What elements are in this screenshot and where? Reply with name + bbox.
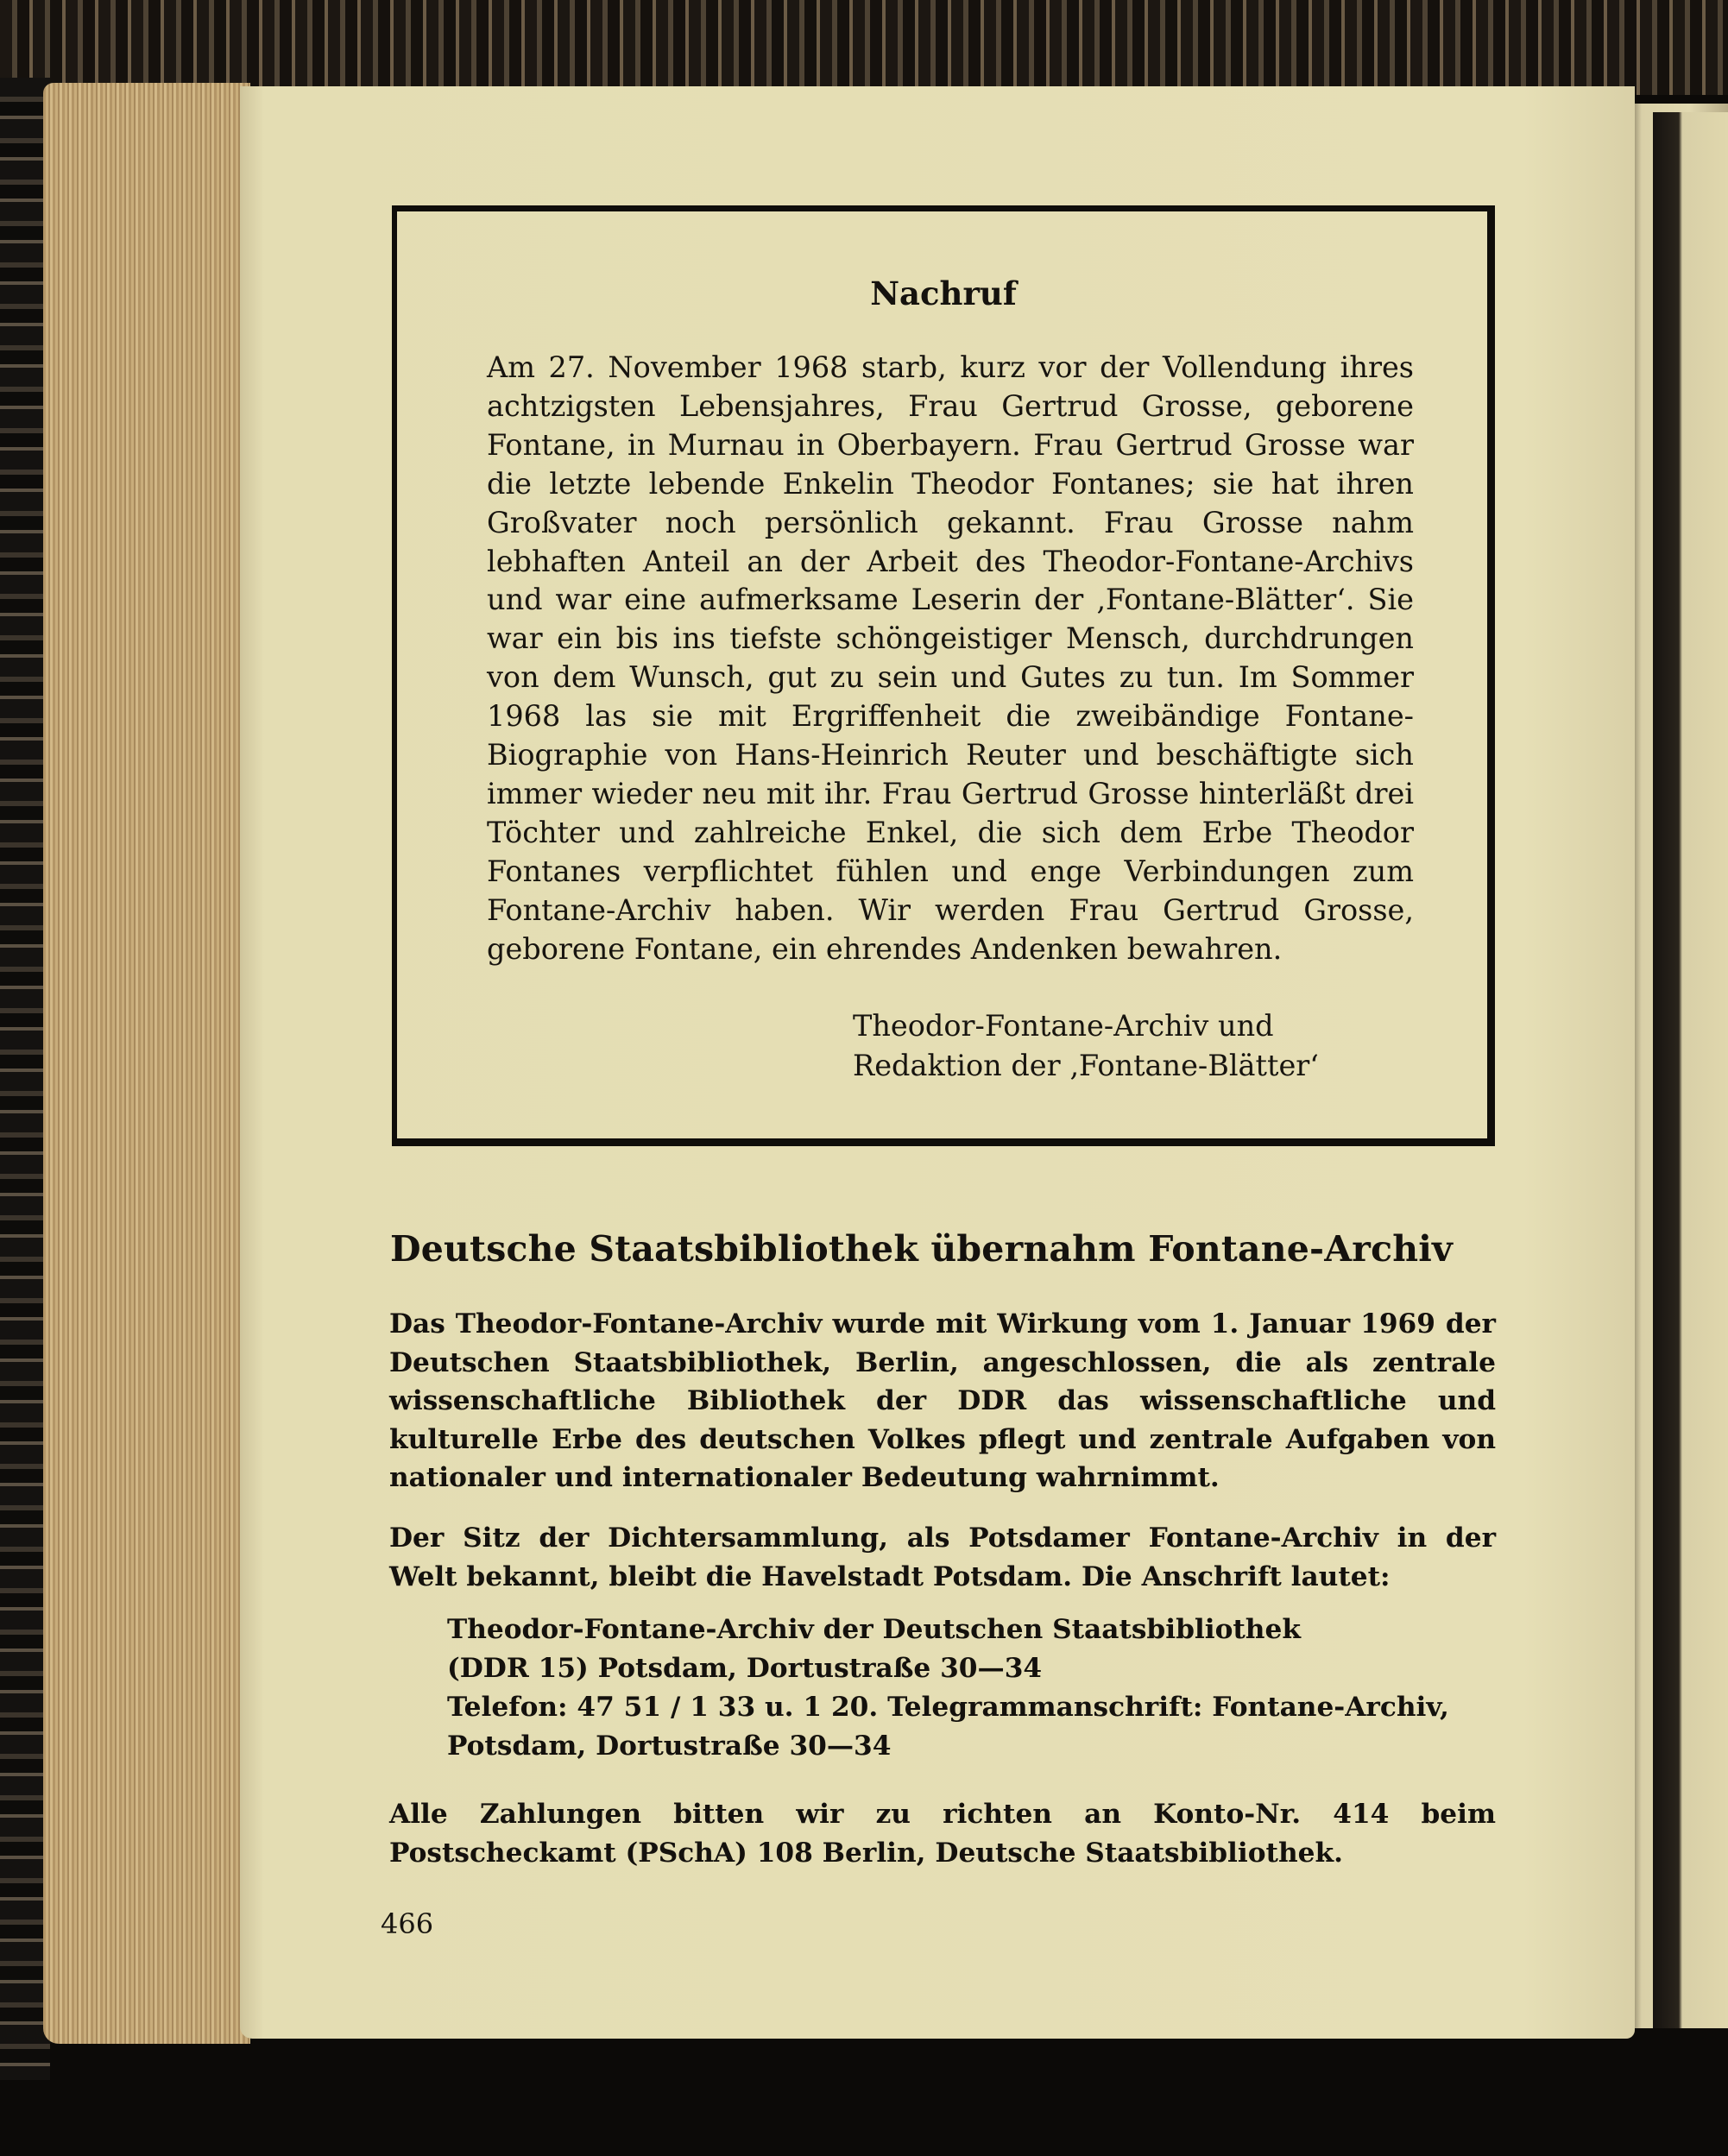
obituary-signature	[853, 1006, 1388, 1086]
signature-line-2: Redaktion der ‚Fontane-Blätter‘	[853, 1049, 1319, 1082]
facing-page-gutter	[1653, 112, 1728, 2028]
obituary-body: Am 27. November 1968 starb, kurz vor der Vollendung ihres achtzigsten Lebensjahres, Frau Gertrud Grosse, geborene Fontane, in Murnau in Oberbayern. Frau Gertrud Grosse war die letzte lebende Enkelin Theodor Fontanes; sie hat ihren Großvater noch persönlich gekannt. Frau Grosse nahm lebhaften Anteil an der Arbeit des Theodor-Fontane-Archivs und war eine aufmerksame Leserin der ‚Fontane-Blätter‘. Sie war ein bis ins tiefste schöngeistiger Mensch, durchdrungen von dem Wunsch, gut zu sein und Gutes zu tun. Im Sommer 1968 las sie mit Ergriffenheit die zweibändige Fontane-Biographie von Hans-Heinrich Reuter und beschäftigte sich immer wieder neu mit ihr. Frau Gertrud Grosse hinterläßt drei Töchter und zahlreiche Enkel, die sich dem Erbe Theodor Fontanes verpflichtet fühlen und enge Verbindungen zum Fontane-Archiv haben. Wir werden Frau Gertrud Grosse, geborene Fontane, ein ehrendes Andenken bewahren.	[487, 350, 1414, 966]
address-line-4: Potsdam, Dortustraße 30—34	[447, 1730, 892, 1762]
book-cover-top	[0, 0, 1728, 95]
article-paragraph-3: Alle Zahlungen bitten wir zu richten an Konto-Nr. 414 beim Postscheckamt (PSchA) 108 Berlin, Deutsche Staatsbibliothek.	[389, 1799, 1496, 1869]
address-line-1: Theodor-Fontane-Archiv der Deutschen Staatsbibliothek	[447, 1614, 1301, 1645]
article-paragraph-2: Der Sitz der Dichtersammlung, als Potsdamer Fontane-Archiv in der Welt bekannt, bleibt die Havelstadt Potsdam. Die Anschrift lautet:	[389, 1522, 1496, 1592]
obituary-title: Nachruf	[870, 274, 1017, 312]
page-number: 466	[381, 1907, 434, 1940]
article-paragraph-1: Das Theodor-Fontane-Archiv wurde mit Wirkung vom 1. Januar 1969 der Deutschen Staatsbibliothek, Berlin, angeschlossen, die als zentrale wissenschaftliche Bibliothek der DDR das wissenschaftliche und kulturelle Erbe des deutschen Volkes pflegt und zentrale Aufgaben von nationaler und internationaler Bedeutung wahrnimmt.	[389, 1308, 1496, 1494]
signature-line-1: Theodor-Fontane-Archiv und	[853, 1009, 1274, 1043]
address-line-2: (DDR 15) Potsdam, Dortustraße 30—34	[447, 1653, 1043, 1684]
page-edges	[43, 83, 250, 2044]
article-heading: Deutsche Staatsbibliothek übernahm Fontane-Archiv	[390, 1228, 1454, 1270]
address-block	[447, 1611, 1496, 1766]
address-line-3: Telefon: 47 51 / 1 33 u. 1 20. Telegrammanschrift: Fontane-Archiv,	[447, 1692, 1449, 1723]
